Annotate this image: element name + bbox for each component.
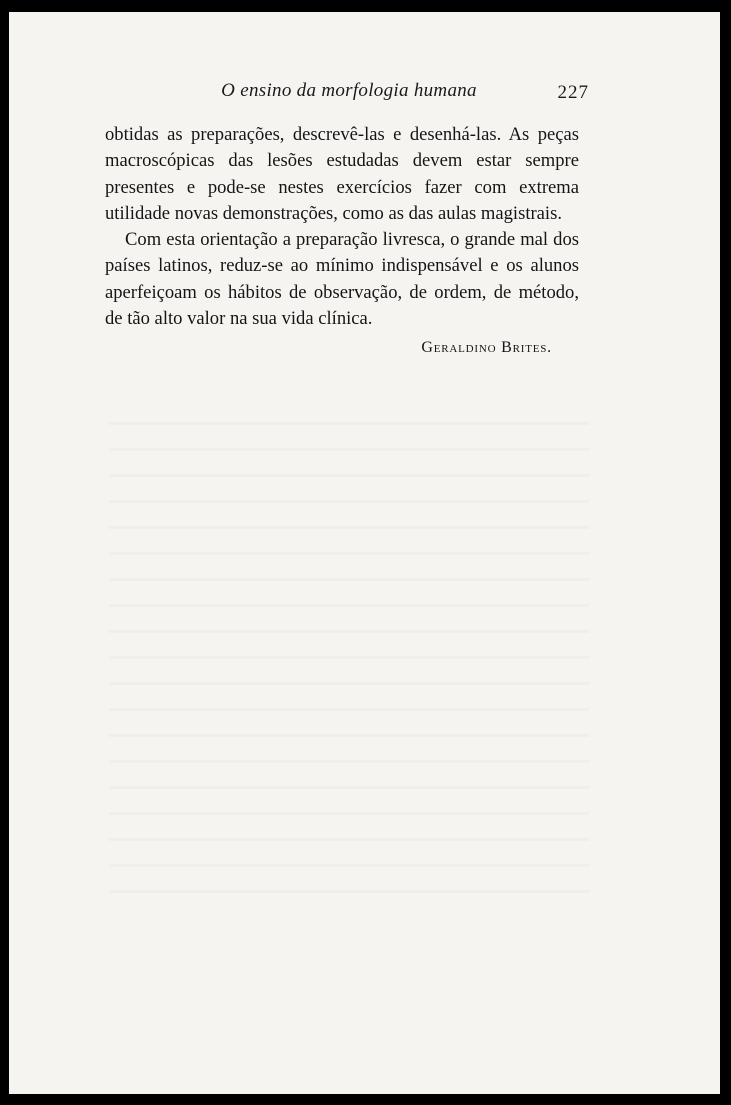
paragraph-1: obtidas as preparações, descrevê-las e desenhá-las. As peças macroscópicas das lesões estudadas devem estar sempre presentes e pode-se nestes exercícios fazer com extrema utilidade novas demonstrações, como as das aulas magistrais. (105, 124, 579, 224)
page-number: 227 (557, 82, 589, 103)
book-page (9, 12, 720, 1094)
body-text (105, 122, 579, 332)
running-head-title: O ensino da morfologia humana (221, 80, 477, 101)
paragraph-2: Com esta orientação a preparação livresca, o grande mal dos países latinos, reduz-se ao mínimo indispensável e os alunos aperfeiçoam os hábitos de observação, de ordem, de método, de tão alto valor na sua vida clínica. (105, 229, 579, 330)
running-head (9, 80, 720, 110)
show-through-texture (109, 402, 589, 902)
author-signature: Geraldino Brites. (421, 339, 552, 356)
